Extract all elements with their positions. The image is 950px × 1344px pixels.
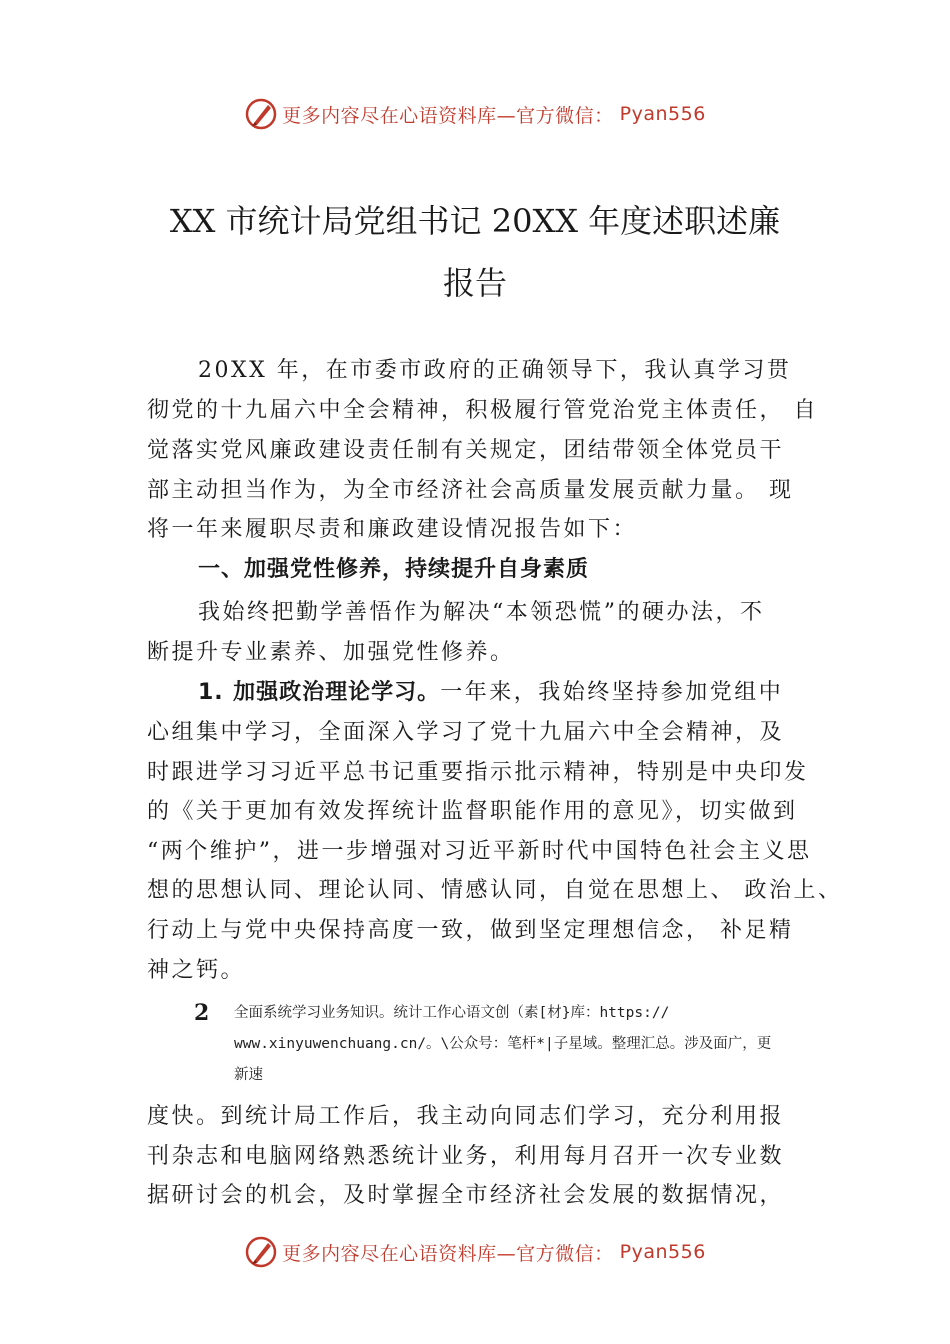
intro-line: 觉落实党风廉政建设责任制有关规定，团结带领全体党员干 — [147, 438, 785, 463]
banner-text: 更多内容尽在心语资料库—官方微信： — [282, 104, 614, 127]
wechat-id: Pyan556 — [619, 1241, 706, 1263]
item1-line: 的《关于更加有效发挥统计监督职能作用的意见》，切实做到 — [147, 799, 798, 824]
footer-banner — [0, 1232, 950, 1272]
document-title-line2: 报告 — [442, 264, 507, 302]
item2-line: 刊杂志和电脑网络熟悉统计业务，利用每月召开一次专业数 — [147, 1144, 785, 1169]
wechat-id: Pyan556 — [619, 103, 706, 125]
item1-line: 想的思想认同、理论认同、情感认同，自觉在思想上、 政治上、 — [147, 878, 843, 903]
intro-line: 20XX 年，在市委市政府的正确领导下，我认真学习贯 — [198, 358, 792, 383]
item1-line: “两个维护”，进一步增强对习近平新时代中国特色社会主义思 — [147, 839, 812, 864]
item2-line: 据研讨会的机会，及时掌握全市经济社会发展的数据情况， — [147, 1183, 785, 1208]
item2-small-line: 全面系统学习业务知识。统计工作心语文创（素[材}库：https:// — [234, 1005, 670, 1021]
section1-line: 我始终把勤学善悟作为解决“本领恐慌”的硬办法，不 — [198, 600, 765, 625]
item2-small-line: www.xinyuwenchuang.cn/。\公众号：笔杆*|子星域。整理汇总。涉及面广，更 — [234, 1036, 772, 1052]
pen-logo-icon — [244, 1235, 278, 1269]
intro-line: 将一年来履职尽责和廉政建设情况报告如下： — [147, 517, 638, 542]
item1-line: 心组集中学习，全面深入学习了党十九届六中全会精神，及 — [147, 720, 785, 745]
item1-line: 神之钙。 — [147, 958, 246, 983]
item1-line: 行动上与党中央保持高度一致，做到坚定理想信念， 补足精 — [147, 918, 794, 943]
pen-logo-icon — [244, 97, 278, 131]
item2-line: 度快。到统计局工作后，我主动向同志们学习，充分利用报 — [147, 1104, 785, 1129]
item1-bold-heading: 加强政治理论学习。 — [233, 680, 441, 705]
intro-line: 部主动担当作为，为全市经济社会高质量发展贡献力量。 现 — [147, 478, 794, 503]
section-heading: 一、加强党性修养，持续提升自身素质 — [198, 557, 590, 582]
item1-first-rest: 一年来，我始终坚持参加党组中 — [440, 680, 784, 705]
item1-line: 时跟进学习习近平总书记重要指示批示精神，特别是中央印发 — [147, 760, 809, 785]
item2-small-line: 新速 — [234, 1067, 263, 1083]
header-banner — [0, 94, 950, 134]
document-title-line1: XX 市统计局党组书记 20XX 年度述职述廉 — [169, 202, 781, 240]
item2-number: 2 — [194, 1000, 210, 1026]
intro-line: 彻党的十九届六中全会精神，积极履行管党治党主体责任， 自 — [147, 398, 818, 423]
item1-first-line — [198, 678, 783, 708]
item1-number: 1. — [198, 680, 224, 705]
banner-text: 更多内容尽在心语资料库—官方微信： — [282, 1242, 614, 1265]
section1-line: 断提升专业素养、加强党性修养。 — [147, 640, 515, 665]
